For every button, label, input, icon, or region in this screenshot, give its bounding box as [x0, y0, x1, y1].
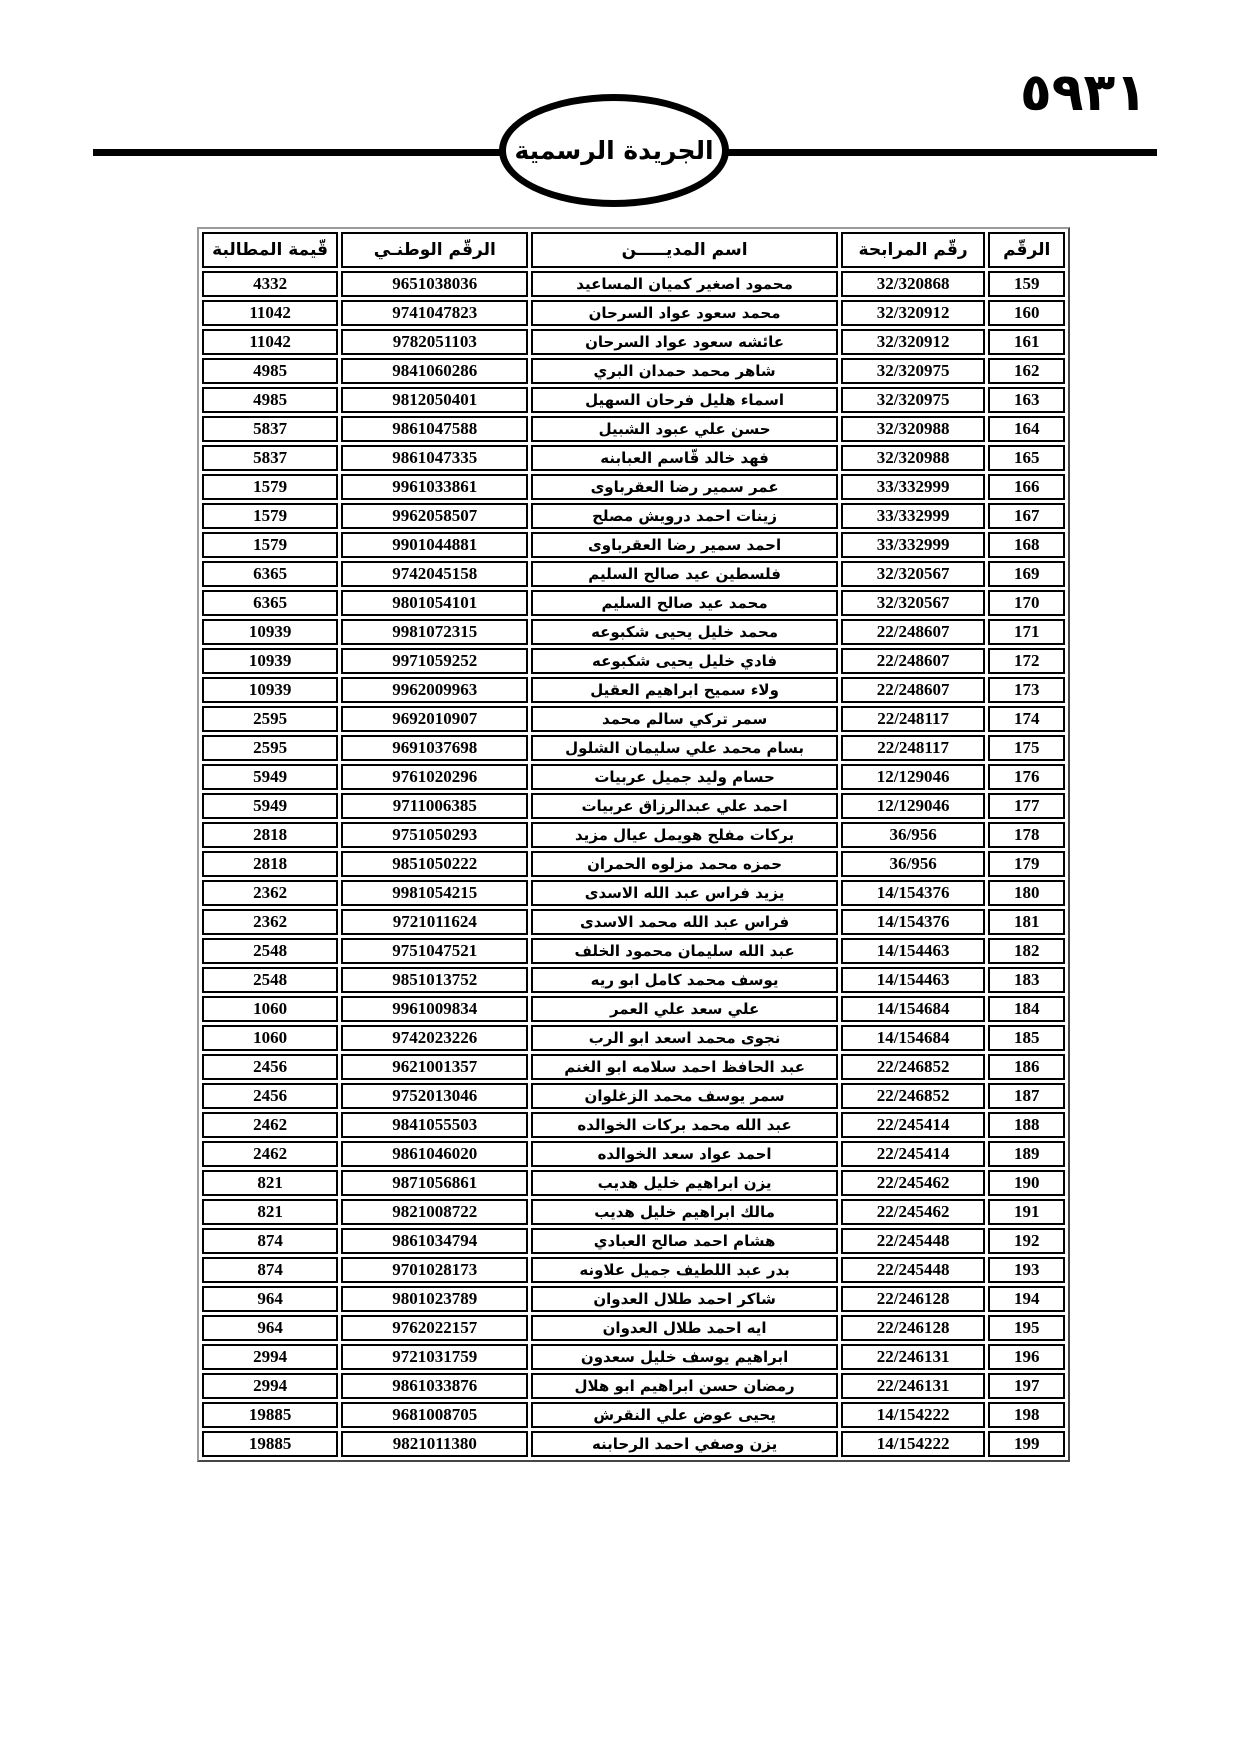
row-number-cell: 182 [988, 938, 1065, 964]
claim-value-cell: 2818 [202, 822, 338, 848]
row-number-cell: 199 [988, 1431, 1065, 1457]
murabaha-number-cell: 14/154684 [841, 1025, 986, 1051]
claim-value-cell: 2462 [202, 1112, 338, 1138]
debtor-name-cell: اسماء هليل فرحان السهيل [531, 387, 837, 413]
claim-value-cell: 5949 [202, 764, 338, 790]
national-number-cell: 9981072315 [341, 619, 528, 645]
claim-value-cell: 2462 [202, 1141, 338, 1167]
national-number-cell: 9742045158 [341, 561, 528, 587]
claim-value-cell: 6365 [202, 561, 338, 587]
row-number-cell: 198 [988, 1402, 1065, 1428]
table-row [202, 1402, 1065, 1428]
row-number-cell: 178 [988, 822, 1065, 848]
claim-value-cell: 10939 [202, 648, 338, 674]
row-number-cell: 189 [988, 1141, 1065, 1167]
claim-value-cell: 874 [202, 1228, 338, 1254]
header-murabaha-number: رقّم المرابحة [841, 232, 986, 268]
murabaha-number-cell: 32/320912 [841, 300, 986, 326]
claim-value-cell: 2994 [202, 1373, 338, 1399]
table-row [202, 300, 1065, 326]
national-number-cell: 9821008722 [341, 1199, 528, 1225]
row-number-cell: 162 [988, 358, 1065, 384]
table-row [202, 416, 1065, 442]
national-number-cell: 9782051103 [341, 329, 528, 355]
national-number-cell: 9962009963 [341, 677, 528, 703]
row-number-cell: 176 [988, 764, 1065, 790]
row-number-cell: 197 [988, 1373, 1065, 1399]
claim-value-cell: 2994 [202, 1344, 338, 1370]
claim-value-cell: 2548 [202, 967, 338, 993]
claim-value-cell: 2362 [202, 880, 338, 906]
row-number-cell: 166 [988, 474, 1065, 500]
debtor-name-cell: رمضان حسن ابراهيم ابو هلال [531, 1373, 837, 1399]
murabaha-number-cell: 22/248607 [841, 619, 986, 645]
murabaha-number-cell: 32/320567 [841, 561, 986, 587]
table-row [202, 387, 1065, 413]
table-row [202, 474, 1065, 500]
murabaha-number-cell: 22/246131 [841, 1344, 986, 1370]
row-number-cell: 174 [988, 706, 1065, 732]
row-number-cell: 160 [988, 300, 1065, 326]
national-number-cell: 9851013752 [341, 967, 528, 993]
debtor-name-cell: احمد علي عبدالرزاق عربيات [531, 793, 837, 819]
row-number-cell: 164 [988, 416, 1065, 442]
header-row-number: الرقّم [988, 232, 1065, 268]
debtor-name-cell: بدر عبد اللطيف جميل علاونه [531, 1257, 837, 1283]
row-number-cell: 181 [988, 909, 1065, 935]
table-row [202, 503, 1065, 529]
national-number-cell: 9741047823 [341, 300, 528, 326]
debtor-name-cell: يوسف محمد كامل ابو ريه [531, 967, 837, 993]
debtor-name-cell: ولاء سميح ابراهيم العقيل [531, 677, 837, 703]
murabaha-number-cell: 36/956 [841, 822, 986, 848]
murabaha-number-cell: 33/332999 [841, 474, 986, 500]
claim-value-cell: 4985 [202, 387, 338, 413]
debtor-name-cell: عمر سمير رضا العقرباوى [531, 474, 837, 500]
debtor-name-cell: ابراهيم يوسف خليل سعدون [531, 1344, 837, 1370]
table-row [202, 793, 1065, 819]
murabaha-number-cell: 14/154222 [841, 1431, 986, 1457]
row-number-cell: 196 [988, 1344, 1065, 1370]
murabaha-number-cell: 22/246131 [841, 1373, 986, 1399]
national-number-cell: 9681008705 [341, 1402, 528, 1428]
national-number-cell: 9812050401 [341, 387, 528, 413]
debtor-name-cell: عبد الله محمد بركات الخوالده [531, 1112, 837, 1138]
national-number-cell: 9692010907 [341, 706, 528, 732]
row-number-cell: 183 [988, 967, 1065, 993]
row-number-cell: 188 [988, 1112, 1065, 1138]
table-row [202, 648, 1065, 674]
debtor-name-cell: يزن ابراهيم خليل هديب [531, 1170, 837, 1196]
murabaha-number-cell: 22/246128 [841, 1315, 986, 1341]
table-row [202, 764, 1065, 790]
row-number-cell: 191 [988, 1199, 1065, 1225]
table-row [202, 1431, 1065, 1457]
debtor-name-cell: احمد عواد سعد الخوالده [531, 1141, 837, 1167]
murabaha-number-cell: 36/956 [841, 851, 986, 877]
murabaha-number-cell: 22/245462 [841, 1170, 986, 1196]
claim-value-cell: 874 [202, 1257, 338, 1283]
national-number-cell: 9801023789 [341, 1286, 528, 1312]
header-row [202, 232, 1065, 268]
claim-value-cell: 2548 [202, 938, 338, 964]
claim-value-cell: 2362 [202, 909, 338, 935]
national-number-cell: 9742023226 [341, 1025, 528, 1051]
murabaha-number-cell: 22/245414 [841, 1112, 986, 1138]
debtor-name-cell: فلسطين عيد صالح السليم [531, 561, 837, 587]
claim-value-cell: 4332 [202, 271, 338, 297]
murabaha-number-cell: 22/246852 [841, 1054, 986, 1080]
debtor-name-cell: زينات احمد درويش مصلح [531, 503, 837, 529]
debtor-name-cell: علي سعد علي العمر [531, 996, 837, 1022]
murabaha-number-cell: 22/245448 [841, 1257, 986, 1283]
row-number-cell: 192 [988, 1228, 1065, 1254]
table-row [202, 706, 1065, 732]
row-number-cell: 186 [988, 1054, 1065, 1080]
claim-value-cell: 10939 [202, 677, 338, 703]
table-row [202, 358, 1065, 384]
murabaha-number-cell: 22/245414 [841, 1141, 986, 1167]
table-row [202, 1228, 1065, 1254]
row-number-cell: 169 [988, 561, 1065, 587]
national-number-cell: 9651038036 [341, 271, 528, 297]
debtor-name-cell: حسن علي عبود الشبيل [531, 416, 837, 442]
row-number-cell: 184 [988, 996, 1065, 1022]
national-number-cell: 9962058507 [341, 503, 528, 529]
debtor-name-cell: احمد سمير رضا العقرباوى [531, 532, 837, 558]
table-row [202, 445, 1065, 471]
national-number-cell: 9961009834 [341, 996, 528, 1022]
national-number-cell: 9981054215 [341, 880, 528, 906]
debtor-name-cell: هشام احمد صالح العبادي [531, 1228, 837, 1254]
row-number-cell: 161 [988, 329, 1065, 355]
debtor-name-cell: حمزه محمد مزلوه الحمران [531, 851, 837, 877]
claim-value-cell: 964 [202, 1286, 338, 1312]
national-number-cell: 9861046020 [341, 1141, 528, 1167]
debtor-name-cell: محمد عيد صالح السليم [531, 590, 837, 616]
row-number-cell: 170 [988, 590, 1065, 616]
table-row [202, 1373, 1065, 1399]
table-row [202, 532, 1065, 558]
table-row [202, 561, 1065, 587]
murabaha-number-cell: 32/320975 [841, 387, 986, 413]
murabaha-number-cell: 14/154376 [841, 909, 986, 935]
row-number-cell: 180 [988, 880, 1065, 906]
debtor-name-cell: سمر يوسف محمد الزغلوان [531, 1083, 837, 1109]
murabaha-number-cell: 32/320868 [841, 271, 986, 297]
debtor-name-cell: نجوى محمد اسعد ابو الرب [531, 1025, 837, 1051]
row-number-cell: 172 [988, 648, 1065, 674]
national-number-cell: 9861047335 [341, 445, 528, 471]
debtor-name-cell: فادي خليل يحيى شكبوعه [531, 648, 837, 674]
claim-value-cell: 1579 [202, 532, 338, 558]
claim-value-cell: 1579 [202, 503, 338, 529]
table-row [202, 1315, 1065, 1341]
header-national-number: الرقّم الوطنـي [341, 232, 528, 268]
debtor-name-cell: ايه احمد طلال العدوان [531, 1315, 837, 1341]
murabaha-number-cell: 22/248607 [841, 648, 986, 674]
national-number-cell: 9841055503 [341, 1112, 528, 1138]
table-row [202, 735, 1065, 761]
debtor-name-cell: فهد خالد قّاسم العبابنه [531, 445, 837, 471]
row-number-cell: 167 [988, 503, 1065, 529]
murabaha-number-cell: 32/320567 [841, 590, 986, 616]
claim-value-cell: 1060 [202, 996, 338, 1022]
national-number-cell: 9871056861 [341, 1170, 528, 1196]
murabaha-number-cell: 14/154222 [841, 1402, 986, 1428]
murabaha-number-cell: 14/154463 [841, 938, 986, 964]
national-number-cell: 9762022157 [341, 1315, 528, 1341]
table-row [202, 909, 1065, 935]
debtor-name-cell: يزن وصفي احمد الرحابنه [531, 1431, 837, 1457]
table-row [202, 996, 1065, 1022]
debtor-name-cell: مالك ابراهيم خليل هديب [531, 1199, 837, 1225]
debtor-name-cell: محمد خليل يحيى شكبوعه [531, 619, 837, 645]
table-row [202, 1199, 1065, 1225]
claim-value-cell: 11042 [202, 329, 338, 355]
debtors-table [197, 227, 1070, 1462]
claim-value-cell: 821 [202, 1170, 338, 1196]
table-row [202, 677, 1065, 703]
murabaha-number-cell: 14/154684 [841, 996, 986, 1022]
row-number-cell: 179 [988, 851, 1065, 877]
row-number-cell: 159 [988, 271, 1065, 297]
debtor-name-cell: عائشه سعود عواد السرحان [531, 329, 837, 355]
table-row [202, 967, 1065, 993]
row-number-cell: 195 [988, 1315, 1065, 1341]
table-row [202, 1257, 1065, 1283]
claim-value-cell: 19885 [202, 1431, 338, 1457]
claim-value-cell: 2456 [202, 1054, 338, 1080]
national-number-cell: 9761020296 [341, 764, 528, 790]
table-row [202, 590, 1065, 616]
table-row [202, 1112, 1065, 1138]
debtor-name-cell: محمد سعود عواد السرحان [531, 300, 837, 326]
row-number-cell: 194 [988, 1286, 1065, 1312]
table-row [202, 1025, 1065, 1051]
table-row [202, 1344, 1065, 1370]
header-claim-value: قّيمة المطالبة [202, 232, 338, 268]
table-row [202, 1083, 1065, 1109]
murabaha-number-cell: 22/246128 [841, 1286, 986, 1312]
national-number-cell: 9751047521 [341, 938, 528, 964]
debtor-name-cell: بسام محمد علي سليمان الشلول [531, 735, 837, 761]
national-number-cell: 9961033861 [341, 474, 528, 500]
murabaha-number-cell: 14/154376 [841, 880, 986, 906]
table-row [202, 938, 1065, 964]
murabaha-number-cell: 22/248607 [841, 677, 986, 703]
row-number-cell: 173 [988, 677, 1065, 703]
table-row [202, 880, 1065, 906]
table-row [202, 1286, 1065, 1312]
debtor-name-cell: فراس عبد الله محمد الاسدى [531, 909, 837, 935]
national-number-cell: 9851050222 [341, 851, 528, 877]
table-row [202, 1054, 1065, 1080]
national-number-cell: 9752013046 [341, 1083, 528, 1109]
claim-value-cell: 2456 [202, 1083, 338, 1109]
murabaha-number-cell: 12/129046 [841, 793, 986, 819]
national-number-cell: 9691037698 [341, 735, 528, 761]
national-number-cell: 9971059252 [341, 648, 528, 674]
row-number-cell: 171 [988, 619, 1065, 645]
debtor-name-cell: بركات مفلح هويمل عيال مزيد [531, 822, 837, 848]
row-number-cell: 185 [988, 1025, 1065, 1051]
claim-value-cell: 19885 [202, 1402, 338, 1428]
row-number-cell: 193 [988, 1257, 1065, 1283]
national-number-cell: 9841060286 [341, 358, 528, 384]
national-number-cell: 9861033876 [341, 1373, 528, 1399]
national-number-cell: 9861034794 [341, 1228, 528, 1254]
table-row [202, 851, 1065, 877]
debtor-name-cell: عبد الله سليمان محمود الخلف [531, 938, 837, 964]
table-row [202, 329, 1065, 355]
national-number-cell: 9861047588 [341, 416, 528, 442]
table-body [202, 271, 1065, 1457]
national-number-cell: 9701028173 [341, 1257, 528, 1283]
claim-value-cell: 5949 [202, 793, 338, 819]
table-row [202, 271, 1065, 297]
national-number-cell: 9721031759 [341, 1344, 528, 1370]
claim-value-cell: 11042 [202, 300, 338, 326]
claim-value-cell: 964 [202, 1315, 338, 1341]
claim-value-cell: 5837 [202, 445, 338, 471]
page-number: ٥٩٣١ [1020, 65, 1147, 122]
claim-value-cell: 1060 [202, 1025, 338, 1051]
claim-value-cell: 821 [202, 1199, 338, 1225]
row-number-cell: 190 [988, 1170, 1065, 1196]
claim-value-cell: 10939 [202, 619, 338, 645]
debtor-name-cell: شاهر محمد حمدان البري [531, 358, 837, 384]
murabaha-number-cell: 14/154463 [841, 967, 986, 993]
national-number-cell: 9621001357 [341, 1054, 528, 1080]
murabaha-number-cell: 32/320912 [841, 329, 986, 355]
murabaha-number-cell: 32/320975 [841, 358, 986, 384]
national-number-cell: 9711006385 [341, 793, 528, 819]
murabaha-number-cell: 22/246852 [841, 1083, 986, 1109]
debtor-name-cell: يزيد فراس عبد الله الاسدى [531, 880, 837, 906]
murabaha-number-cell: 12/129046 [841, 764, 986, 790]
murabaha-number-cell: 32/320988 [841, 445, 986, 471]
masthead-title: الجريدة الرسمية [514, 136, 714, 165]
debtor-name-cell: يحيى عوض علي النقرش [531, 1402, 837, 1428]
row-number-cell: 175 [988, 735, 1065, 761]
masthead-ellipse [499, 94, 729, 207]
claim-value-cell: 1579 [202, 474, 338, 500]
murabaha-number-cell: 33/332999 [841, 532, 986, 558]
national-number-cell: 9801054101 [341, 590, 528, 616]
national-number-cell: 9721011624 [341, 909, 528, 935]
table-row [202, 1141, 1065, 1167]
national-number-cell: 9901044881 [341, 532, 528, 558]
row-number-cell: 168 [988, 532, 1065, 558]
claim-value-cell: 2595 [202, 706, 338, 732]
national-number-cell: 9751050293 [341, 822, 528, 848]
national-number-cell: 9821011380 [341, 1431, 528, 1457]
murabaha-number-cell: 33/332999 [841, 503, 986, 529]
debtor-name-cell: سمر تركي سالم محمد [531, 706, 837, 732]
claim-value-cell: 4985 [202, 358, 338, 384]
row-number-cell: 187 [988, 1083, 1065, 1109]
debtor-name-cell: عبد الحافظ احمد سلامه ابو الغنم [531, 1054, 837, 1080]
table-header [202, 232, 1065, 268]
claim-value-cell: 2818 [202, 851, 338, 877]
murabaha-number-cell: 22/245462 [841, 1199, 986, 1225]
table-row [202, 619, 1065, 645]
debtor-name-cell: محمود اصغير كميان المساعيد [531, 271, 837, 297]
claim-value-cell: 2595 [202, 735, 338, 761]
murabaha-number-cell: 22/245448 [841, 1228, 986, 1254]
claim-value-cell: 6365 [202, 590, 338, 616]
murabaha-number-cell: 22/248117 [841, 735, 986, 761]
debtor-name-cell: شاكر احمد طلال العدوان [531, 1286, 837, 1312]
table-row [202, 1170, 1065, 1196]
header-debtor-name: اسم المديـــــن [531, 232, 837, 268]
row-number-cell: 165 [988, 445, 1065, 471]
debtor-name-cell: حسام وليد جميل عربيات [531, 764, 837, 790]
murabaha-number-cell: 22/248117 [841, 706, 986, 732]
murabaha-number-cell: 32/320988 [841, 416, 986, 442]
row-number-cell: 163 [988, 387, 1065, 413]
table-row [202, 822, 1065, 848]
claim-value-cell: 5837 [202, 416, 338, 442]
row-number-cell: 177 [988, 793, 1065, 819]
